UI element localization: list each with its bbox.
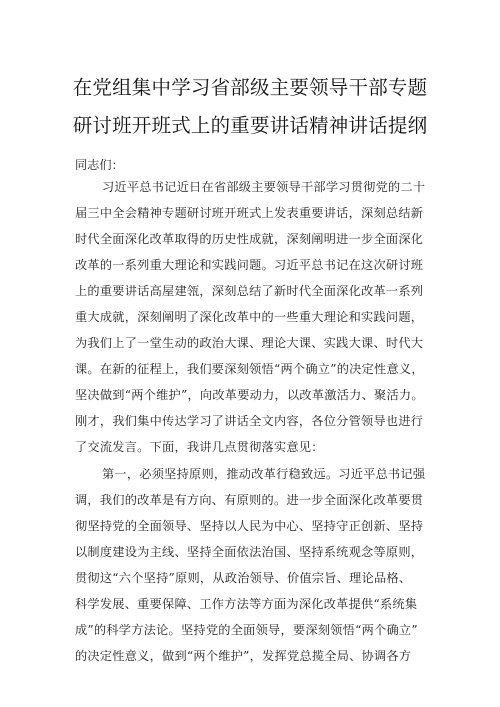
body-line: 为我们上了一堂生动的政治大课、理论大课、实践大课、时代大 [75, 336, 424, 351]
greeting: 同志们： [75, 158, 124, 172]
body-line: 贯彻这“六个坚持”原则，从政治领导、价值宗旨、理论品格、 [75, 570, 412, 585]
body-line: 届三中全会精神专题研讨班开班式上发表重要讲话，深刻总结新 [75, 206, 424, 221]
body-line: 第一，必须坚持原则，推动改革行稳致远。习近平总书记强 [102, 466, 426, 481]
body-line: 了交流发言。下面，我讲几点贯彻落实意见： [75, 440, 324, 455]
body-line: 时代全面深化改革取得的历史性成就，深刻阐明进一步全面深化 [75, 232, 424, 247]
body-line: 的决定性意义，做到“两个维护”，发挥党总揽全局、协调各方 [75, 648, 412, 663]
body-line: 课。在新的征程上，我们要深刻领悟“两个确立”的决定性意义， [75, 362, 424, 377]
body-line: 以制度建设为主线、坚持全面依法治国、坚持系统观念等原则， [75, 544, 424, 559]
document-title-line-1: 在党组集中学习省部级主要领导干部专题 [72, 76, 428, 99]
body-line: 改革的一系列重大理论和实践问题。习近平总书记在这次研讨班 [75, 258, 424, 273]
body-line: 成”的科学方法论。坚持党的全面领导，要深刻领悟“两个确立” [75, 622, 418, 637]
body-line: 上的重要讲话高屋建瓴，深刻总结了新时代全面深化改革一系列 [75, 284, 424, 299]
body-line: 彻坚持党的全面领导、坚持以人民为中心、坚持守正创新、坚持 [75, 518, 424, 533]
body-line: 坚决做到“两个维护”，向改革要动力，以改革激活力、聚活力。 [75, 388, 424, 403]
body-line: 习近平总书记近日在省部级主要领导干部学习贯彻党的二十 [102, 180, 426, 194]
body-line: 刚才，我们集中传达学习了讲话全文内容，各位分管领导也进行 [75, 414, 424, 429]
document-title-line-2: 研讨班开班式上的重要讲话精神讲话提纲 [72, 114, 428, 137]
document-body [75, 174, 435, 669]
body-line: 科学发展、重要保障、工作方法等方面为深化改革提供“系统集 [75, 596, 418, 611]
body-line: 调，我们的改革是有方向、有原则的。进一步全面深化改革要贯 [75, 492, 424, 507]
body-line: 重大成就，深刻阐明了深化改革中的一些重大理论和实践问题， [75, 310, 424, 325]
